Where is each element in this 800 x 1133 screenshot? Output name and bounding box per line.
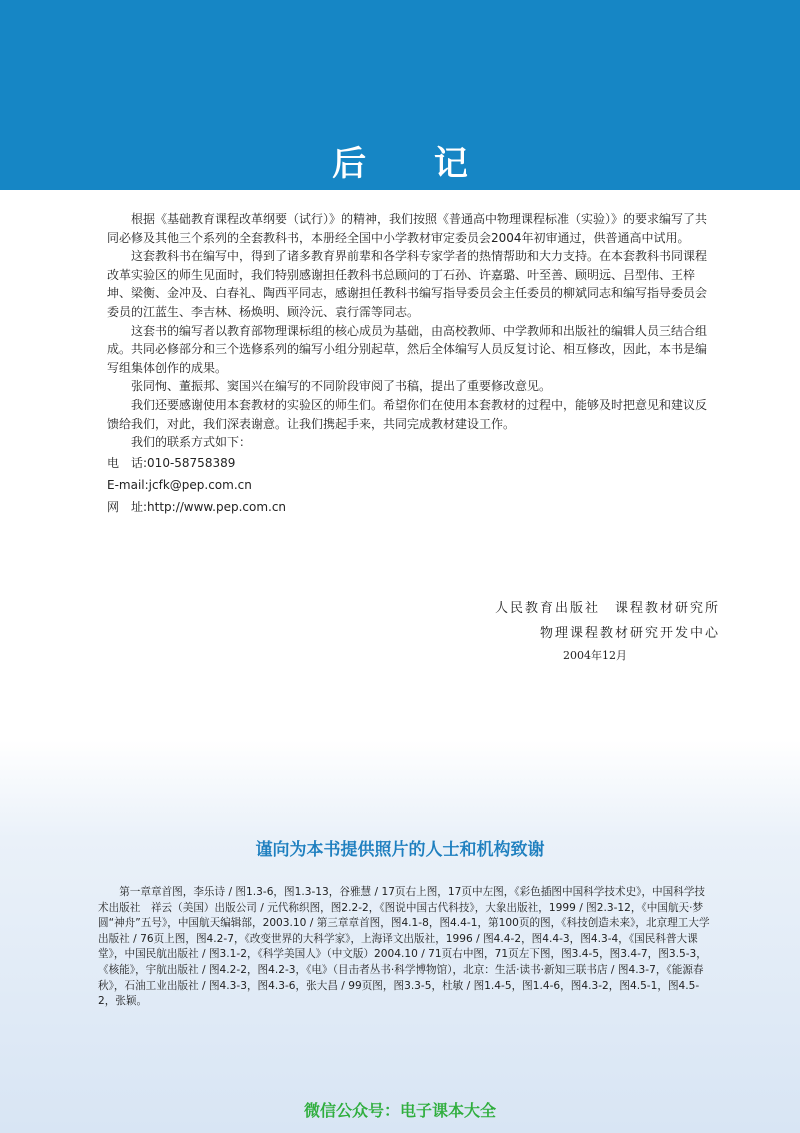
page-title: 后 记 xyxy=(332,144,496,184)
header-banner xyxy=(0,0,800,190)
afterword-body xyxy=(107,210,707,518)
footer-watermark: 微信公众号：电子课本大全 xyxy=(303,1101,496,1120)
contact-website: 网 址:http://www.pep.com.cn xyxy=(107,499,287,514)
paragraph: 根据《基础教育课程改革纲要（试行）》的精神，我们按照《普通高中物理课程标准（实验）》的要求编写了共同必修及其他三个系列的全套教科书，本册经全国中小学教材审定委员会2004年初审通过，供普通高中试用。 xyxy=(107,212,708,245)
contact-email: E-mail:jcfk@pep.com.cn xyxy=(107,477,252,492)
acknowledgement-text: 第一章章首图，李乐诗 / 图1.3-6，图1.3-13，谷雅慧 / 17页右上图，17页中左图，《彩色插图中国科学技术史》，中国科学技术出版社 祥云（美国）出版公司 / 元代称织图，图2.2-2，《图说中国古代科技》，大象出版社，1999 / 图2.3-12，《中国航天·梦圆“神舟”五号》，中国航天编辑部，2003.10 / 第三章章首图，图4.1-8，图4.4-1，第100页的图，《科技创造未来》，北京理工大学出版社 / 76页上图，图4.2-7，《改变世界的大科学家》，上海译文出版社，1996 / 图4.4-2，图4.4-3，图4.3-4，《国民科普大课堂》，中国民航出版社 / 图3.1-2，《科学美国人》（中文版）2004.10 / 71页右中图，71页左下图，图3.4-5，图3.4-7，图3.5-3，《核能》，宇航出版社 / 图4.2-2，图4.2-3，《电》（目击者丛书·科学博物馆），北京：生活·读书·新知三联书店 / 图4.3-7，《能源春秋》，石油工业出版社 / 图4.3-3，图4.3-6，张大昌 / 99页图，图3.3-5，杜敏 / 图1.4-5，图1.4-6，图4.3-2，图4.5-1，图4.5-2，张颖。 xyxy=(98,886,710,1008)
paragraph: 这套教科书在编写中，得到了诸多教育界前辈和各学科专家学者的热情帮助和大力支持。在本套教科书同课程改革实验区的师生见面时，我们特别感谢担任教科书总顾问的丁石孙、许嘉璐、叶至善、顾明远、吕型伟、王梓坤、梁衡、金冲及、白春礼、陶西平同志，感谢担任教科书编写指导委员会主任委员的柳斌同志和编写指导委员会委员的江蓝生、李吉林、杨焕明、顾泠沅、袁行霈等同志。 xyxy=(107,249,708,319)
signature-line-1: 人民教育出版社 课程教材研究所 xyxy=(494,601,720,616)
signature-block xyxy=(400,596,720,666)
paragraph: 我们的联系方式如下： xyxy=(131,435,252,450)
paragraph: 这套书的编写者以教育部物理课标组的核心成员为基础，由高校教师、中学教师和出版社的编辑人员三结合组成。共同必修部分和三个选修系列的编写小组分别起草，然后全体编写人员反复讨论、相互修改，因此，本书是编写组集体创作的成果。 xyxy=(107,323,708,375)
contact-phone: 电 话:010-58758389 xyxy=(107,455,236,470)
signature-date: 2004年12月 xyxy=(563,649,627,662)
acknowledgement-title: 谨向为本书提供照片的人士和机构致谢 xyxy=(255,840,545,860)
signature-line-2: 物理课程教材研究开发中心 xyxy=(539,626,720,641)
contact-info xyxy=(107,452,707,518)
paragraph: 张同恂、董振邦、窦国兴在编写的不同阶段审阅了书稿，提出了重要修改意见。 xyxy=(131,379,552,394)
paragraph: 我们还要感谢使用本套教材的实验区的师生们。希望你们在使用本套教材的过程中，能够及时把意见和建议反馈给我们，对此，我们深表谢意。让我们携起手来，共同完成教材建设工作。 xyxy=(107,397,708,431)
